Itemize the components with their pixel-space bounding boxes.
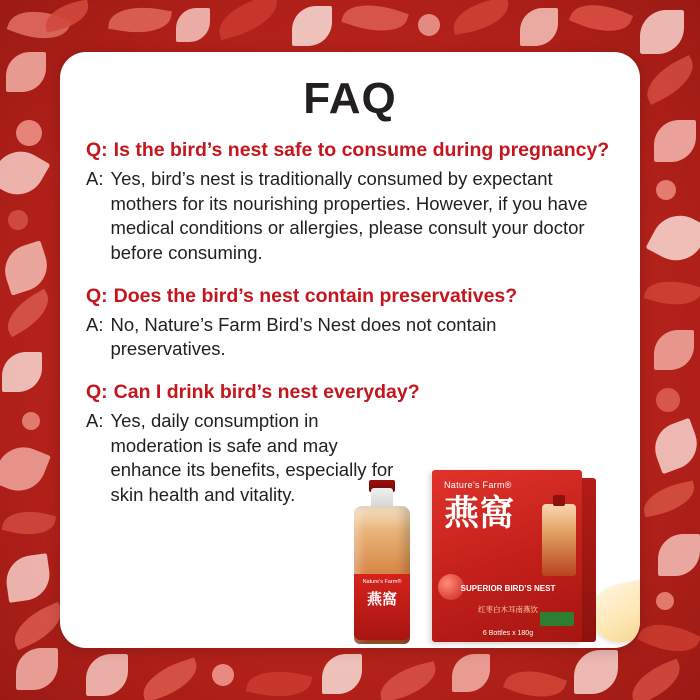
petal-shape <box>574 650 618 694</box>
answer-label: A: <box>86 410 104 432</box>
leaf-shape <box>625 659 687 700</box>
leaf-shape <box>637 613 700 662</box>
faq-card <box>60 52 640 648</box>
leaf-shape <box>640 481 698 518</box>
leaf-shape <box>42 0 92 33</box>
leaf-shape <box>0 289 57 338</box>
answer-label: A: <box>86 168 104 190</box>
bottle-label <box>354 574 410 640</box>
berry-dot <box>8 210 28 230</box>
petal-shape <box>654 330 694 370</box>
petal-shape <box>520 8 558 46</box>
petal-shape <box>86 654 128 696</box>
petal-shape <box>0 142 50 205</box>
box-quantity-text: 6 Bottles x 180g <box>482 630 534 637</box>
answer-text: Yes, bird’s nest is traditionally consumed by expectant mothers for its nourishing properties. However, if you have medical conditions or allergies, please consult your doctor before consuming. <box>110 168 588 263</box>
berry-dot <box>418 14 440 36</box>
box-brand-text: Nature’s Farm® <box>444 480 512 490</box>
leaf-shape <box>341 0 409 41</box>
faq-question-row <box>86 138 614 162</box>
petal-shape <box>16 648 58 690</box>
petal-shape <box>0 439 51 499</box>
product-image <box>346 462 640 648</box>
faq-item-2 <box>86 284 614 362</box>
answer-label: A: <box>86 313 104 335</box>
petal-shape <box>0 240 54 295</box>
faq-answer-row <box>86 167 614 265</box>
petal-shape <box>292 6 332 46</box>
question-text: Is the bird’s nest safe to consume during pregnancy? <box>113 139 610 161</box>
petal-shape <box>654 120 696 162</box>
box-product-subtitle: 红枣白木耳南燕饮 <box>478 605 538 614</box>
page-title: FAQ <box>303 74 397 123</box>
product-box <box>432 470 582 642</box>
leaf-shape <box>246 664 312 700</box>
question-text: Does the bird’s nest contain preservatives? <box>113 284 518 307</box>
leaf-shape <box>450 0 512 35</box>
petal-shape <box>6 52 46 92</box>
box-product-name: SUPERIOR BIRD’S NEST <box>460 584 556 593</box>
petal-shape <box>452 654 490 692</box>
faq-answer-row <box>86 313 614 362</box>
certification-badge-icon <box>540 612 574 626</box>
berry-dot <box>656 388 680 412</box>
leaf-shape <box>376 661 441 700</box>
leaf-shape <box>643 273 700 313</box>
petal-shape <box>2 352 42 392</box>
leaf-shape <box>137 657 203 700</box>
faq-question-row <box>86 380 614 404</box>
berry-dot <box>656 180 676 200</box>
bottle-brand-text: Nature’s Farm® <box>362 579 402 585</box>
berry-dot <box>22 412 40 430</box>
petal-shape <box>648 418 700 474</box>
berry-dot <box>656 592 674 610</box>
leaf-shape <box>2 504 57 541</box>
bottle-chinese-text: 燕窩 <box>366 590 397 608</box>
answer-text: Yes, daily consumption in moderation is safe and may enhance its benefits, especially for skin health and vitality. <box>110 410 394 505</box>
petal-shape <box>658 534 700 576</box>
box-bottle-illustration <box>542 504 576 576</box>
leaf-shape <box>569 0 633 42</box>
product-bottle <box>352 488 412 646</box>
leaf-shape <box>639 55 700 105</box>
box-chinese-text: 燕窩 <box>444 494 515 534</box>
berry-dot <box>212 664 234 686</box>
petal-shape <box>646 206 700 271</box>
petal-shape <box>640 10 684 54</box>
leaf-shape <box>213 0 283 40</box>
petal-shape <box>322 654 362 694</box>
question-text: Can I drink bird’s nest everyday? <box>113 380 420 403</box>
question-label: Q: <box>86 139 108 161</box>
answer-text: No, Nature’s Farm Bird’s Nest does not contain preservatives. <box>110 313 497 360</box>
petal-shape <box>3 553 53 603</box>
berry-dot <box>16 120 42 146</box>
leaf-shape <box>7 1 72 49</box>
faq-item-1 <box>86 138 614 266</box>
leaf-shape <box>503 661 567 700</box>
leaf-shape <box>108 1 172 39</box>
faq-question-row <box>86 284 614 308</box>
question-label: Q: <box>86 380 108 403</box>
question-label: Q: <box>86 284 108 307</box>
bottle-neck <box>371 488 393 508</box>
petal-shape <box>176 8 210 42</box>
